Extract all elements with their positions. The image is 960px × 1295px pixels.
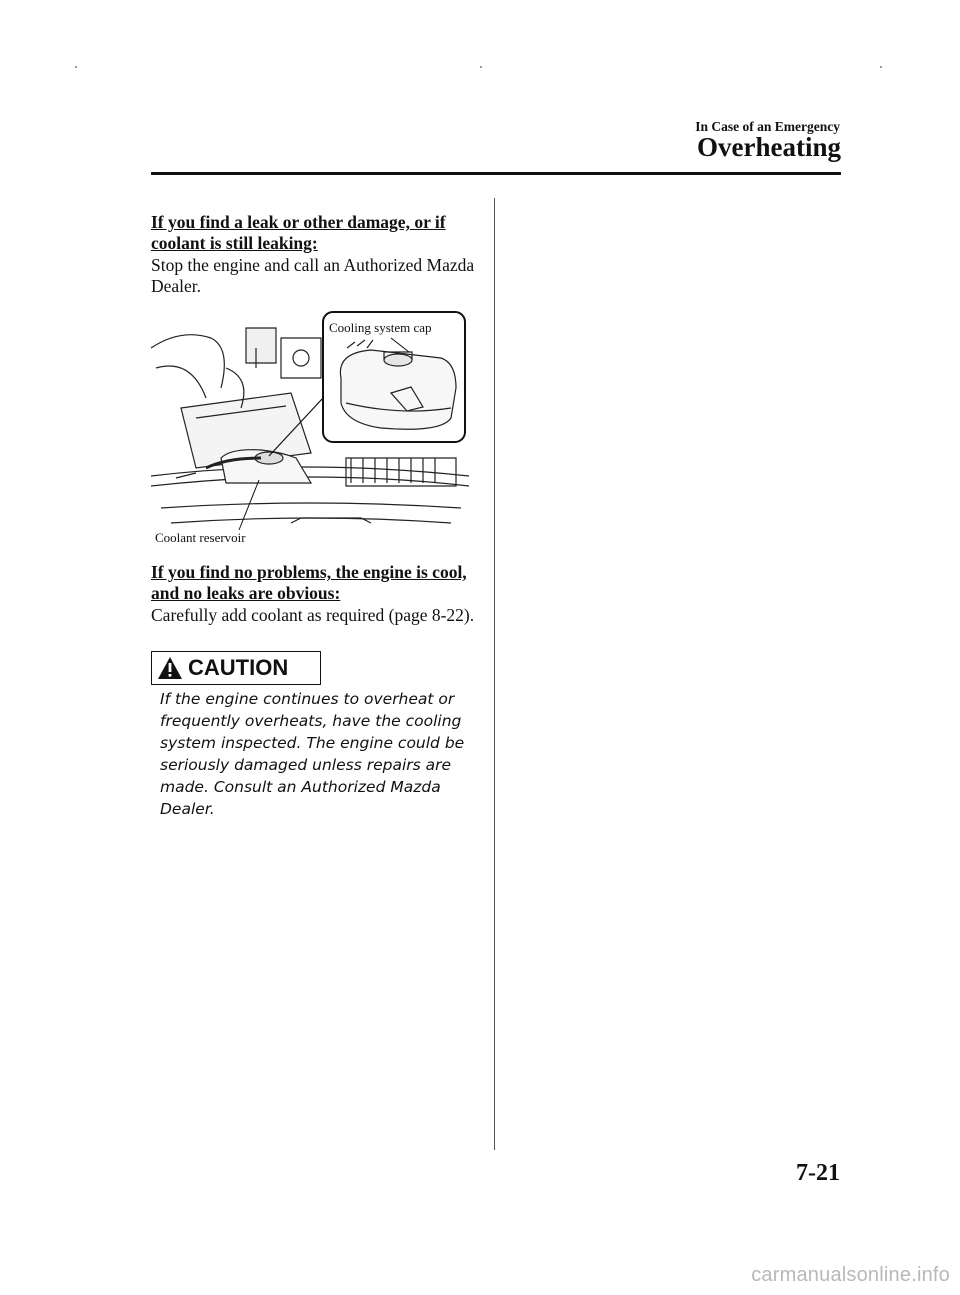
caution-box bbox=[151, 651, 321, 685]
crop-mark bbox=[75, 66, 77, 68]
callout-cooling-system-cap: Cooling system cap bbox=[329, 320, 432, 335]
crop-mark bbox=[880, 66, 882, 68]
leak-heading: If you find a leak or other damage, or if coolant is still leaking: bbox=[151, 212, 446, 253]
page-title: Overheating bbox=[697, 132, 841, 162]
engine-bay-illustration bbox=[151, 308, 469, 548]
callout-coolant-reservoir: Coolant reservoir bbox=[155, 530, 246, 545]
crop-mark bbox=[480, 66, 482, 68]
no-problem-text: Carefully add coolant as required (page 8-22). bbox=[151, 605, 475, 625]
leak-text: Stop the engine and call an Authorized Mazda Dealer. bbox=[151, 255, 475, 296]
watermark: carmanualsonline.info bbox=[751, 1264, 950, 1286]
no-problem-heading: If you find no problems, the engine is cool, and no leaks are obvious: bbox=[151, 562, 467, 603]
caution-label: CAUTION bbox=[188, 655, 289, 680]
page-number: 7-21 bbox=[796, 1160, 840, 1186]
section-label: In Case of an Emergency bbox=[695, 119, 840, 134]
header-rule bbox=[151, 172, 841, 175]
caution-text: If the engine continues to overheat or frequently overheats, have the cooling system inspected. The engine could be seriously damaged unless repairs are made. Consult an Authorized Mazda Dealer. bbox=[160, 690, 465, 818]
warning-triangle-icon bbox=[157, 656, 183, 680]
column-divider bbox=[494, 198, 495, 1150]
